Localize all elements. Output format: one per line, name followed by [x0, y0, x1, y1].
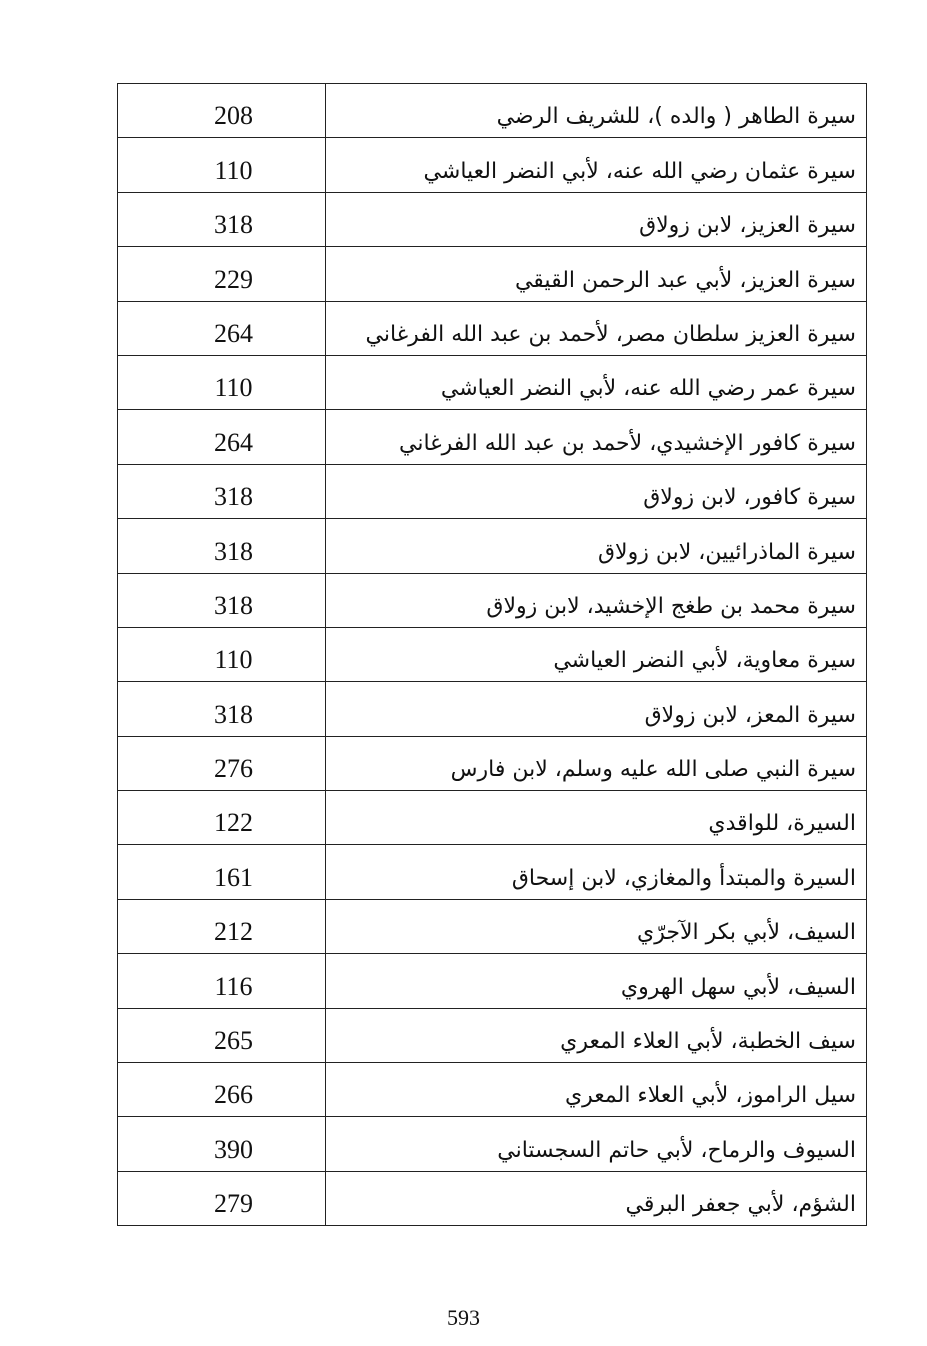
entry-page-number: 265 — [118, 1008, 326, 1062]
index-row — [118, 791, 867, 845]
index-row — [118, 464, 867, 518]
index-row — [118, 1171, 867, 1225]
entry-page-number: 318 — [118, 192, 326, 246]
entry-page-number: 110 — [118, 355, 326, 409]
entry-page-number: 264 — [118, 410, 326, 464]
entry-page-number: 276 — [118, 736, 326, 790]
entry-page-number: 318 — [118, 682, 326, 736]
entry-title: سيرة النبي صلى الله عليه وسلم، لابن فارس — [326, 736, 867, 790]
index-row — [118, 627, 867, 681]
entry-title: السيرة، للواقدي — [326, 791, 867, 845]
entry-title: سيرة معاوية، لأبي النضر العياشي — [326, 627, 867, 681]
entry-page-number: 110 — [118, 138, 326, 192]
entry-title: سيرة كافور، لابن زولاق — [326, 464, 867, 518]
entry-title: السيف، لأبي بكر الآجرّي — [326, 899, 867, 953]
entry-title: السيوف والرماح، لأبي حاتم السجستاني — [326, 1117, 867, 1171]
index-row — [118, 410, 867, 464]
index-row — [118, 954, 867, 1008]
entry-title: السيرة والمبتدأ والمغازي، لابن إسحاق — [326, 845, 867, 899]
entry-title: سيرة عثمان رضي الله عنه، لأبي النضر العياشي — [326, 138, 867, 192]
entry-page-number: 264 — [118, 301, 326, 355]
entry-page-number: 116 — [118, 954, 326, 1008]
entry-title: الشؤم، لأبي جعفر البرقي — [326, 1171, 867, 1225]
index-row — [118, 301, 867, 355]
entry-page-number: 318 — [118, 519, 326, 573]
entry-page-number: 318 — [118, 464, 326, 518]
entry-title: سيرة العزيز، لأبي عبد الرحمن القيقي — [326, 247, 867, 301]
entry-title: سيرة عمر رضي الله عنه، لأبي النضر العياشي — [326, 355, 867, 409]
entry-title: سيرة الطاهر ( والده )، للشريف الرضي — [326, 84, 867, 138]
entry-page-number: 110 — [118, 627, 326, 681]
index-rows — [118, 84, 867, 1226]
index-row — [118, 138, 867, 192]
entry-title: سيرة المعز، لابن زولاق — [326, 682, 867, 736]
index-row — [118, 736, 867, 790]
entry-title: سيرة العزيز سلطان مصر، لأحمد بن عبد الله الفرغاني — [326, 301, 867, 355]
index-row — [118, 1063, 867, 1117]
index-row — [118, 84, 867, 138]
entry-title: سيرة كافور الإخشيدي، لأحمد بن عبد الله الفرغاني — [326, 410, 867, 464]
entry-title: سيرة الماذرائيين، لابن زولاق — [326, 519, 867, 573]
entry-page-number: 122 — [118, 791, 326, 845]
entry-title: السيف، لأبي سهل الهروي — [326, 954, 867, 1008]
index-row — [118, 1117, 867, 1171]
entry-page-number: 212 — [118, 899, 326, 953]
entry-page-number: 266 — [118, 1063, 326, 1117]
index-row — [118, 247, 867, 301]
entry-page-number: 318 — [118, 573, 326, 627]
entry-page-number: 279 — [118, 1171, 326, 1225]
entry-page-number: 390 — [118, 1117, 326, 1171]
entry-title: سيل الراموز، لأبي العلاء المعري — [326, 1063, 867, 1117]
index-row — [118, 573, 867, 627]
index-row — [118, 845, 867, 899]
index-row — [118, 355, 867, 409]
entry-title: سيرة العزيز، لابن زولاق — [326, 192, 867, 246]
page-number: 593 — [447, 1305, 480, 1330]
index-table — [117, 83, 867, 1226]
entry-page-number: 229 — [118, 247, 326, 301]
entry-title: سيف الخطبة، لأبي العلاء المعري — [326, 1008, 867, 1062]
index-row — [118, 519, 867, 573]
index-row — [118, 192, 867, 246]
index-row — [118, 682, 867, 736]
entry-page-number: 161 — [118, 845, 326, 899]
entry-title: سيرة محمد بن طغج الإخشيد، لابن زولاق — [326, 573, 867, 627]
index-row — [118, 899, 867, 953]
index-row — [118, 1008, 867, 1062]
entry-page-number: 208 — [118, 84, 326, 138]
